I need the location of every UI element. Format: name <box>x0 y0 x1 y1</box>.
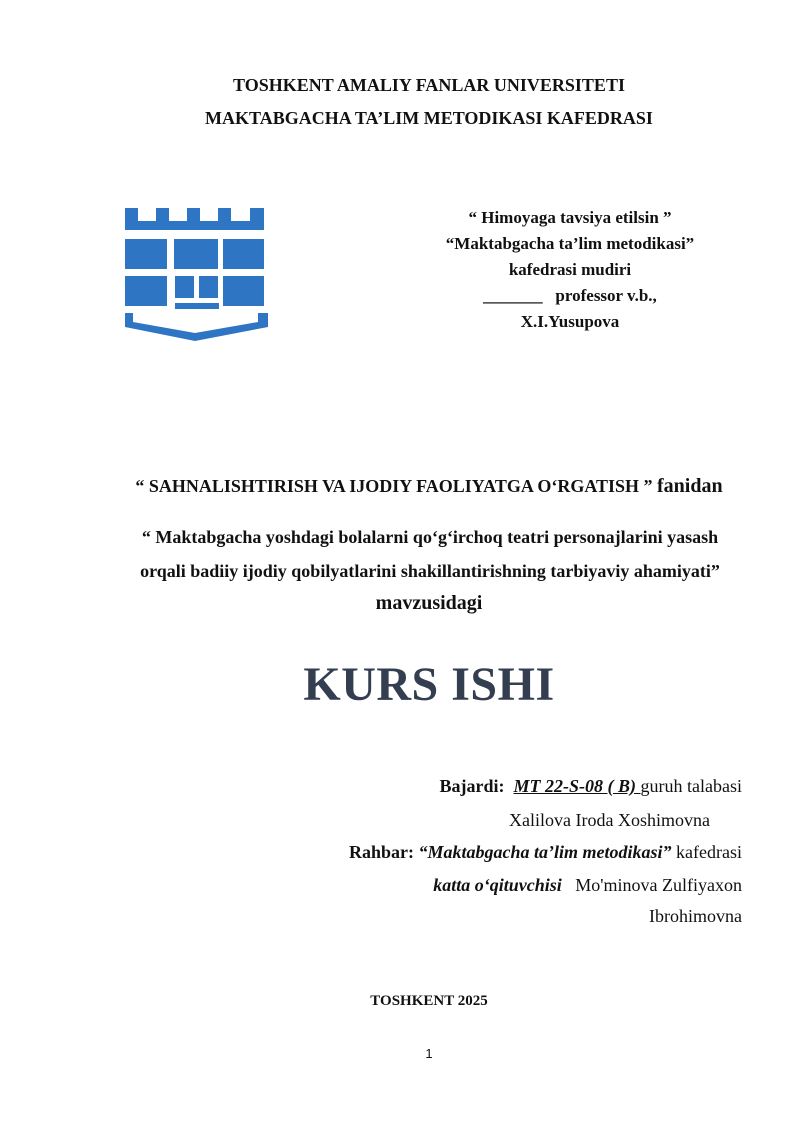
topic-block <box>80 520 780 588</box>
supervisor-position-line <box>433 875 742 896</box>
department-name: MAKTABGACHA TA’LIM METODIKASI KAFEDRASI <box>205 108 653 128</box>
supervisor-name: Mo'minova Zulfiyaxon <box>575 875 742 895</box>
city-year: TOSHKENT 2025 <box>370 993 488 1009</box>
course-suffix: fanidan <box>657 475 723 497</box>
approval-signature-line <box>438 283 702 309</box>
performer-line <box>440 776 742 797</box>
approval-block <box>438 205 702 335</box>
approval-name: X.I.Yusupova <box>520 312 620 331</box>
university-logo-icon <box>120 203 280 343</box>
group-code: MT 22-S-08 ( B) <box>513 776 641 796</box>
topic-line-1: “ Maktabgacha yoshdagi bolalarni qo‘g‘irchoq teatri personajlarini yasash <box>141 527 719 547</box>
supervisor-label: Rahbar: <box>349 842 415 862</box>
document-type-title: KURS ISHI <box>303 658 555 711</box>
supervisor-position: katta o‘qituvchisi <box>433 875 562 895</box>
university-name: TOSHKENT AMALIY FANLAR UNIVERSITETI <box>233 75 625 95</box>
signature-blank: _______ <box>483 286 543 305</box>
supervisor-department-suffix: kafedrasi <box>676 842 742 862</box>
student-name: Xalilova Iroda Xoshimovna <box>509 810 710 830</box>
supervisor-line <box>349 842 742 863</box>
page-number: 1 <box>425 1046 433 1061</box>
performer-label: Bajardi: <box>439 776 505 796</box>
course-subject <box>0 475 800 498</box>
group-suffix: guruh talabasi <box>640 776 742 796</box>
topic-suffix: mavzusidagi <box>375 592 483 614</box>
supervisor-department: “Maktabgacha ta’lim metodikasi” <box>418 842 672 862</box>
topic-line-2: orqali badiiy ijodiy qobilyatlarini shakillantirishning tarbiyaviy ahamiyati” <box>140 561 720 581</box>
supervisor-name-line-2: Ibrohimovna <box>649 906 742 926</box>
approval-role: kafedrasi mudiri <box>508 260 632 279</box>
approval-recommendation: “ Himoyaga tavsiya etilsin ” <box>468 208 672 227</box>
approval-title: professor v.b., <box>555 286 657 305</box>
course-name: “ SAHNALISHTIRISH VA IJODIY FAOLIYATGA O‘RGATISH ” <box>135 476 653 496</box>
approval-department: “Maktabgacha ta’lim metodikasi” <box>445 234 695 253</box>
